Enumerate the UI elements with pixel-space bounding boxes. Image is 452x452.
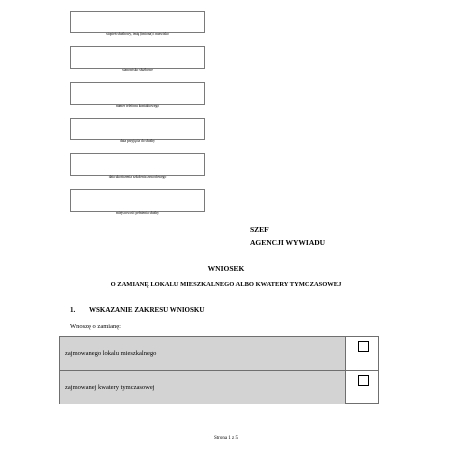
rank-name-label: stopień służbowy, imię (imiona) i nazwisko <box>106 32 169 36</box>
choice-label: zajmowanej kwatery tymczasowej <box>60 371 346 404</box>
document-subtitle: O ZAMIANĘ LOKALU MIESZKALNEGO ALBO KWATERY TYMCZASOWEJ <box>110 281 342 288</box>
phone-field[interactable] <box>70 82 205 105</box>
document-title: WNIOSEK <box>207 264 245 273</box>
section-intro: Wnoszę o zamianę: <box>70 323 121 330</box>
training-end-date-label: data ukończenia szkolenia zawodowego <box>108 175 167 179</box>
rank-name-field[interactable] <box>70 11 205 33</box>
phone-label: numer telefonu kontaktowego <box>115 104 160 108</box>
service-start-date-field[interactable] <box>70 118 205 140</box>
choice-label: zajmowanego lokalu mieszkalnego <box>60 337 346 370</box>
section-number: 1. <box>70 306 76 314</box>
training-end-date-field[interactable] <box>70 153 205 176</box>
service-start-date-label: data przyjęcia do służby <box>120 139 155 143</box>
service-location-field[interactable] <box>70 189 205 212</box>
choice-row[interactable] <box>60 371 378 404</box>
section-title-text: WSKAZANIE ZAKRESU WNIOSKU <box>89 306 205 314</box>
choice-table <box>59 336 379 404</box>
addressee-line1: SZEF <box>250 225 269 234</box>
choice-checkbox[interactable] <box>358 341 369 352</box>
service-location-label: miejscowość pełnienia służby <box>116 211 159 215</box>
position-label: stanowisko służbowe <box>122 68 153 72</box>
addressee-line2: AGENCJI WYWIADU <box>250 238 326 247</box>
choice-row[interactable] <box>60 337 378 371</box>
section-1-title <box>70 306 204 314</box>
choice-checkbox[interactable] <box>358 375 369 386</box>
page-number: Strona 1 z 5 <box>213 436 239 441</box>
position-field[interactable] <box>70 46 205 69</box>
